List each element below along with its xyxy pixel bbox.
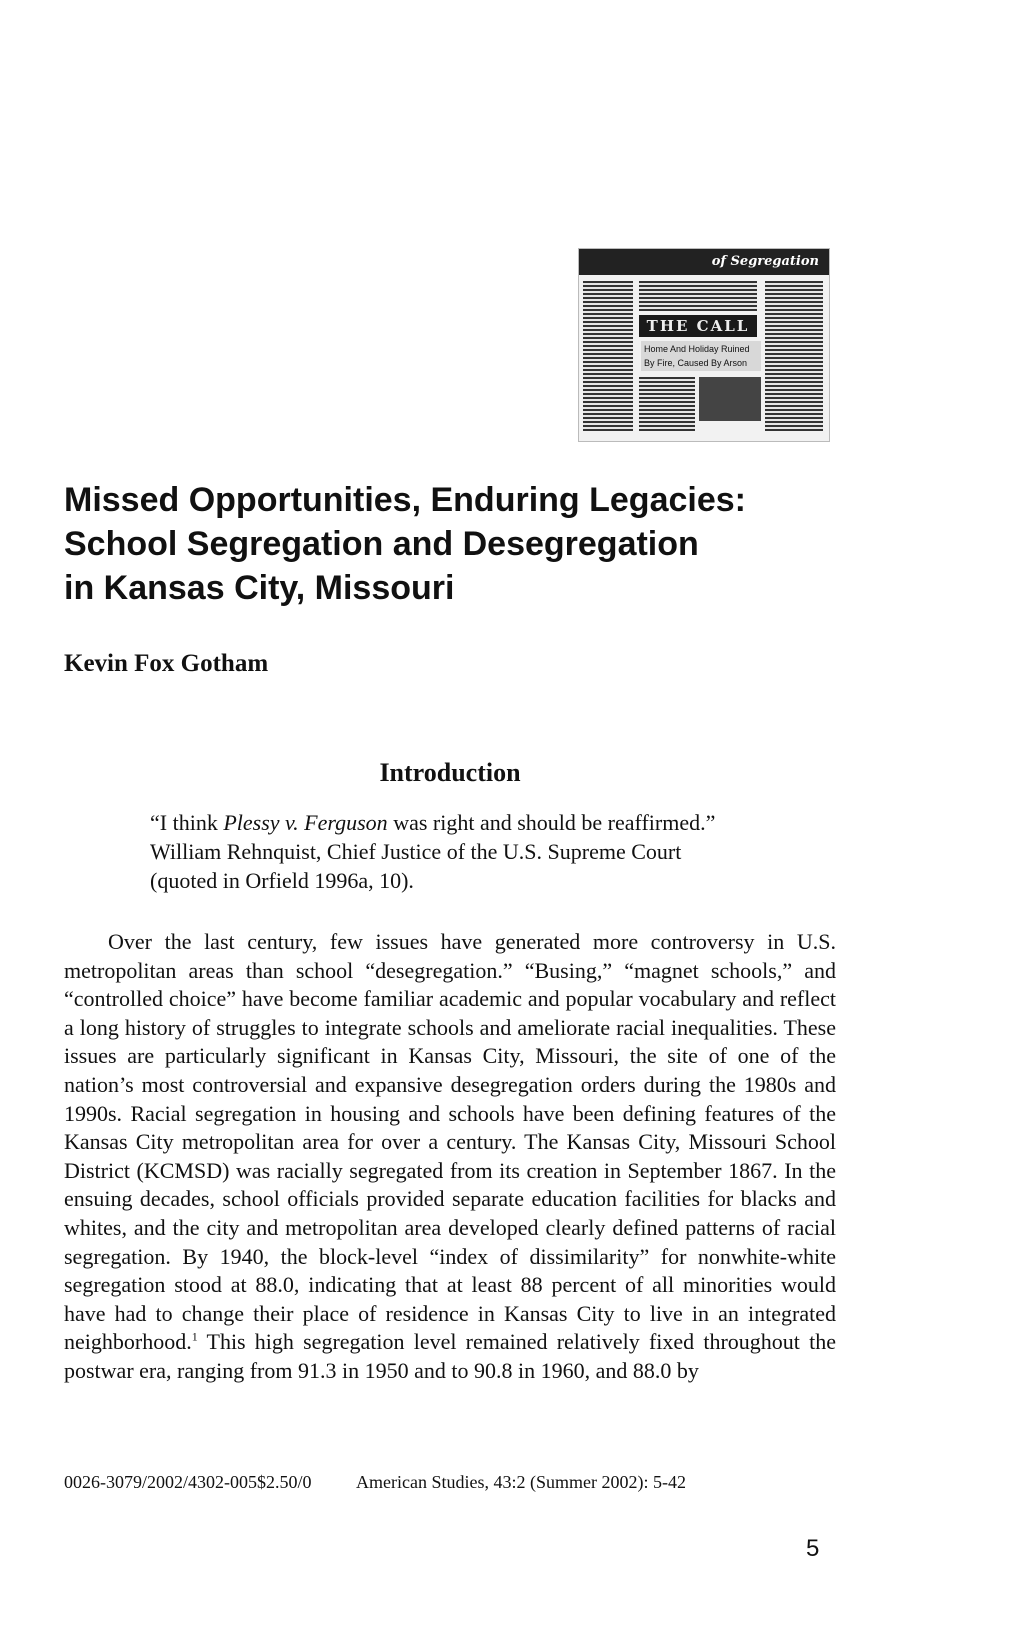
author-name: Kevin Fox Gotham (64, 650, 269, 677)
epigraph-quote-suffix: was right and should be reaffirmed.” (387, 810, 716, 835)
body-text-part: This high segregation level remained relatively fixed throughout the postwar era, ranging from 91.3 in 1950 and to 90.8 in 1960, and 88.0 by (64, 1329, 836, 1383)
journal-citation: American Studies, 43:2 (Summer 2002): 5-42 (356, 1472, 686, 1492)
epigraph-case-name: Plessy v. Ferguson (223, 810, 388, 835)
title-line: Missed Opportunities, Enduring Legacies: (64, 481, 746, 519)
newspaper-column (583, 281, 633, 431)
newspaper-column (639, 377, 695, 431)
newspaper-headline: Home And Holiday Ruined By Fire, Caused By Arson (641, 341, 761, 371)
article-identifier: 0026-3079/2002/4302-005$2.50/0 (64, 1472, 312, 1492)
title-line: School Segregation and Desegregation (64, 525, 699, 563)
newspaper-column (765, 281, 823, 431)
epigraph-citation: (quoted in Orfield 1996a, 10). (150, 868, 414, 893)
newspaper-column (639, 281, 757, 311)
title-line: in Kansas City, Missouri (64, 569, 455, 607)
article-title (64, 478, 964, 610)
newspaper-masthead: THE CALL (639, 315, 757, 337)
newspaper-photo (699, 377, 761, 421)
page-number: 5 (806, 1535, 820, 1562)
epigraph (150, 808, 850, 895)
epigraph-attribution: William Rehnquist, Chief Justice of the U.S. Supreme Court (150, 839, 682, 864)
newspaper-header-text: of Segregation (579, 249, 829, 275)
footnote-marker[interactable]: 1 (191, 1329, 198, 1344)
body-paragraph (64, 928, 836, 1386)
epigraph-quote-prefix: “I think (150, 810, 224, 835)
newspaper-clipping-image (578, 248, 830, 442)
epigraph-quote (150, 808, 850, 837)
body-text-part: Over the last century, few issues have generated more controversy in U.S. metropolitan areas than school “desegregation.” “Busing,” “magnet schools,” and “controlled choice” have become familiar academic and popular vocabulary and reflect a long history of struggles to integrate schools and ameliorate racial inequalities. These issues are particularly significant in Kansas City, Missouri, the site of one of the nation’s most controversial and expansive desegregation orders during the 1980s and 1990s. Racial segregation in housing and schools have been defining features of the Kansas City metropolitan area for over a century. The Kansas City, Missouri School District (KCMSD) was racially segregated from its creation in September 1867. In the ensuing decades, school officials provided separate education facilities for blacks and whites, and the city and metropolitan area developed clearly defined patterns of racial segregation. By 1940, the block-level “index of dissimilarity” for nonwhite-white segregation stood at 88.0, indicating that at least 88 percent of all minorities would have had to change their place of residence in Kansas City to live in an integrated neighborhood. (64, 929, 836, 1355)
section-heading: Introduction (379, 758, 521, 787)
